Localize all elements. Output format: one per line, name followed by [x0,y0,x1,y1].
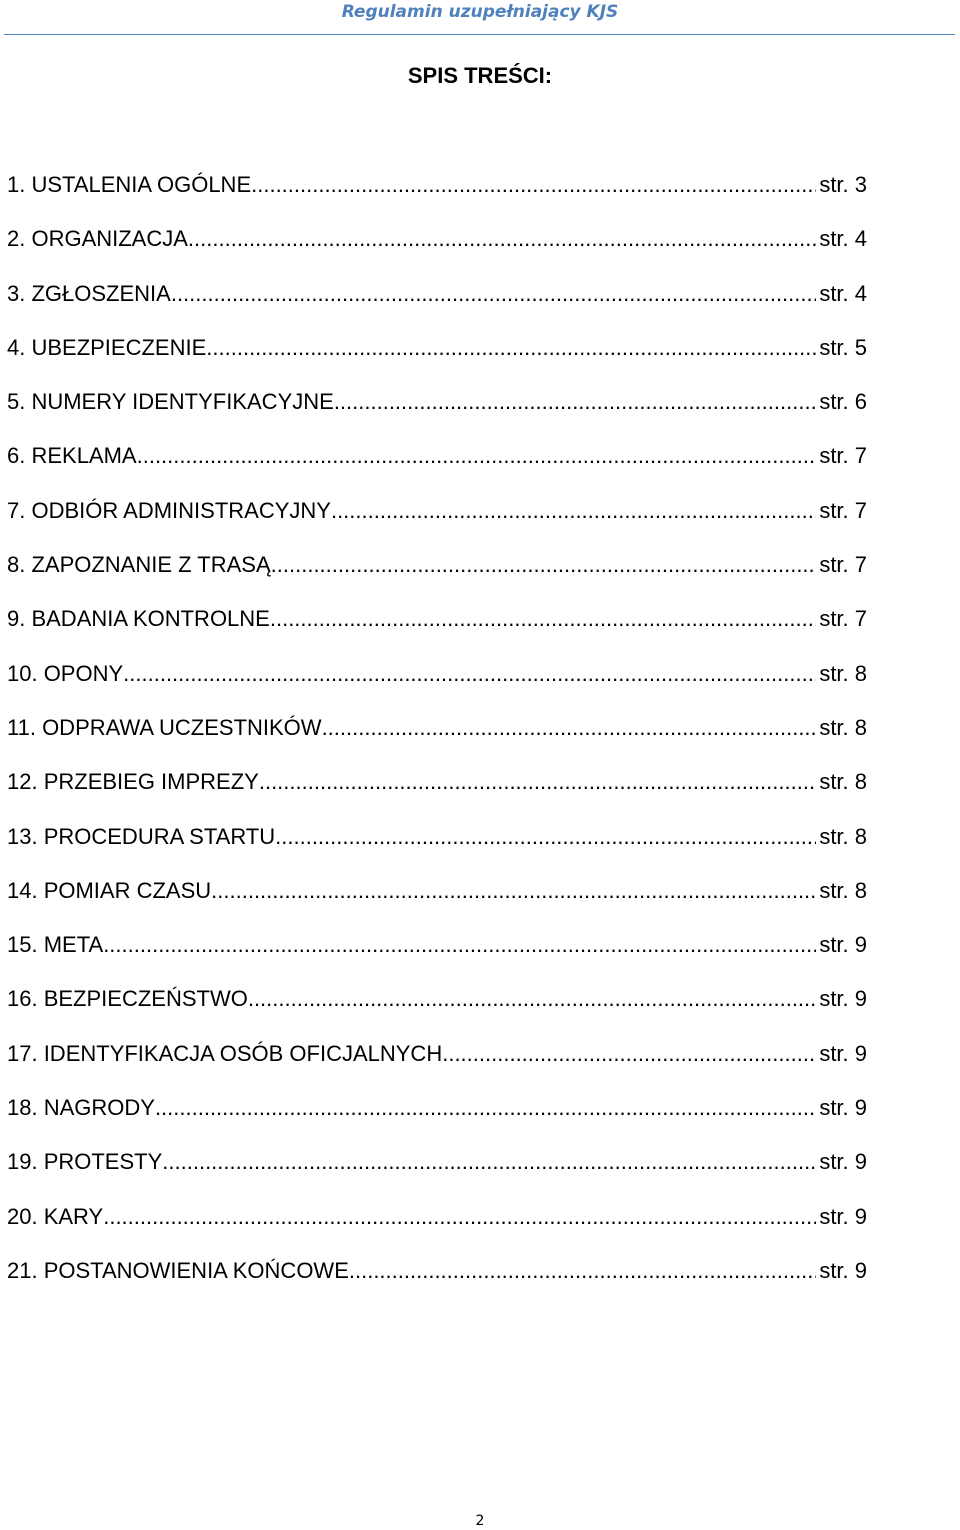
toc-dot-leader [123,657,816,691]
toc-entry-page: str. 9 [819,1040,867,1066]
page-number: 2 [475,1513,485,1529]
toc-entry-label: 17. IDENTYFIKACJA OSÓB OFICJALNYCH [7,1040,443,1066]
toc-entry[interactable] [7,222,867,276]
toc-entry[interactable] [7,1091,867,1145]
toc-entry-page: str. 3 [819,172,867,197]
toc-entry-page: str. 7 [819,443,867,469]
toc-entry[interactable] [7,711,867,765]
toc-entry-label: 9. BADANIA KONTROLNE [7,606,270,632]
toc-dot-leader [334,385,817,419]
toc-dot-leader [103,928,816,962]
header-title: Regulamin uzupełniający KJS [341,2,619,22]
toc-entry-page: str. 9 [819,1257,867,1283]
toc-entry-label: 20. KARY [7,1203,104,1229]
toc-dot-leader [259,765,816,799]
toc-dot-leader [103,1200,816,1234]
toc-entry-label: 5. NUMERY IDENTYFIKACYJNE [7,389,334,415]
toc-dot-leader [248,982,816,1016]
toc-entry-page: str. 8 [819,823,867,849]
toc-entry-page: str. 7 [819,497,867,523]
toc-entry-page: str. 8 [819,714,867,740]
toc-entry-page: str. 4 [819,226,867,252]
toc-entry-page: str. 4 [819,280,867,306]
toc-entry-label: 8. ZAPOZNANIE Z TRASĄ [7,552,271,578]
toc-dot-leader [211,874,816,908]
toc-entry[interactable] [7,331,867,385]
toc-entry-page: str. 7 [819,552,867,578]
toc-entry-label: 4. UBEZPIECZENIE [7,334,207,360]
toc-entry-label: 13. PROCEDURA STARTU [7,823,276,849]
toc-entry[interactable] [7,820,867,874]
toc-entry-page: str. 7 [819,606,867,632]
toc-entry-label: 6. REKLAMA [7,443,137,469]
toc-entry[interactable] [7,874,867,928]
toc-dot-leader [270,602,816,636]
toc-entry[interactable] [7,385,867,439]
toc-dot-leader [171,277,816,311]
toc-entry-page: str. 8 [819,769,867,795]
toc-dot-leader [331,494,816,528]
toc-entry-page: str. 9 [819,1095,867,1121]
toc-entry-page: str. 9 [819,986,867,1012]
toc-entry[interactable] [7,494,867,548]
toc-entry-label: 14. POMIAR CZASU [7,877,212,903]
toc-entry-label: 18. NAGRODY [7,1095,155,1121]
toc-dot-leader [137,439,817,473]
toc-entry[interactable] [7,765,867,819]
toc-entry[interactable] [7,168,867,222]
toc-dot-leader [271,548,817,582]
toc-entry-page: str. 9 [819,1149,867,1175]
toc-entry-page: str. 6 [819,389,867,415]
toc-dot-leader [155,1091,816,1125]
toc-entry-label: 3. ZGŁOSZENIA [7,280,171,306]
toc-entry-page: str. 8 [819,660,867,686]
toc-entry-label: 15. META [7,932,104,958]
toc-entry[interactable] [7,982,867,1036]
toc-entry[interactable] [7,1145,867,1199]
toc-entry-label: 21. POSTANOWIENIA KOŃCOWE [7,1257,349,1283]
toc-entry[interactable] [7,1037,867,1091]
toc-dot-leader [162,1145,816,1179]
toc-entry-label: 12. PRZEBIEG IMPREZY [7,769,259,795]
toc-entry-label: 11. ODPRAWA UCZESTNIKÓW [7,714,322,740]
toc-dot-leader [188,222,816,256]
toc-entry[interactable] [7,548,867,602]
toc-entry[interactable] [7,439,867,493]
toc-dot-leader [206,331,816,365]
toc-entry-label: 1. USTALENIA OGÓLNE [7,172,252,197]
toc-entry[interactable] [7,657,867,711]
toc-dot-leader [322,711,817,745]
toc-entry[interactable] [7,928,867,982]
toc-entry-label: 2. ORGANIZACJA [7,226,188,252]
page-header [0,0,960,36]
toc-entry-label: 7. ODBIÓR ADMINISTRACYJNY [7,497,331,523]
toc-dot-leader [275,820,816,854]
toc-dot-leader [442,1037,816,1071]
table-of-contents [7,168,867,1308]
toc-dot-leader [251,168,816,202]
toc-entry-page: str. 5 [819,334,867,360]
toc-entry-label: 19. PROTESTY [7,1149,163,1175]
toc-entry-label: 16. BEZPIECZEŃSTWO [7,986,248,1012]
toc-entry[interactable] [7,1254,867,1308]
toc-entry-page: str. 8 [819,877,867,903]
toc-entry[interactable] [7,1200,867,1254]
toc-entry[interactable] [7,277,867,331]
toc-entry-page: str. 9 [819,1203,867,1229]
toc-entry-label: 10. OPONY [7,660,124,686]
header-divider [4,34,955,35]
toc-entry-page: str. 9 [819,932,867,958]
toc-title: SPIS TREŚCI: [407,63,553,88]
toc-entry[interactable] [7,602,867,656]
toc-dot-leader [349,1254,816,1288]
